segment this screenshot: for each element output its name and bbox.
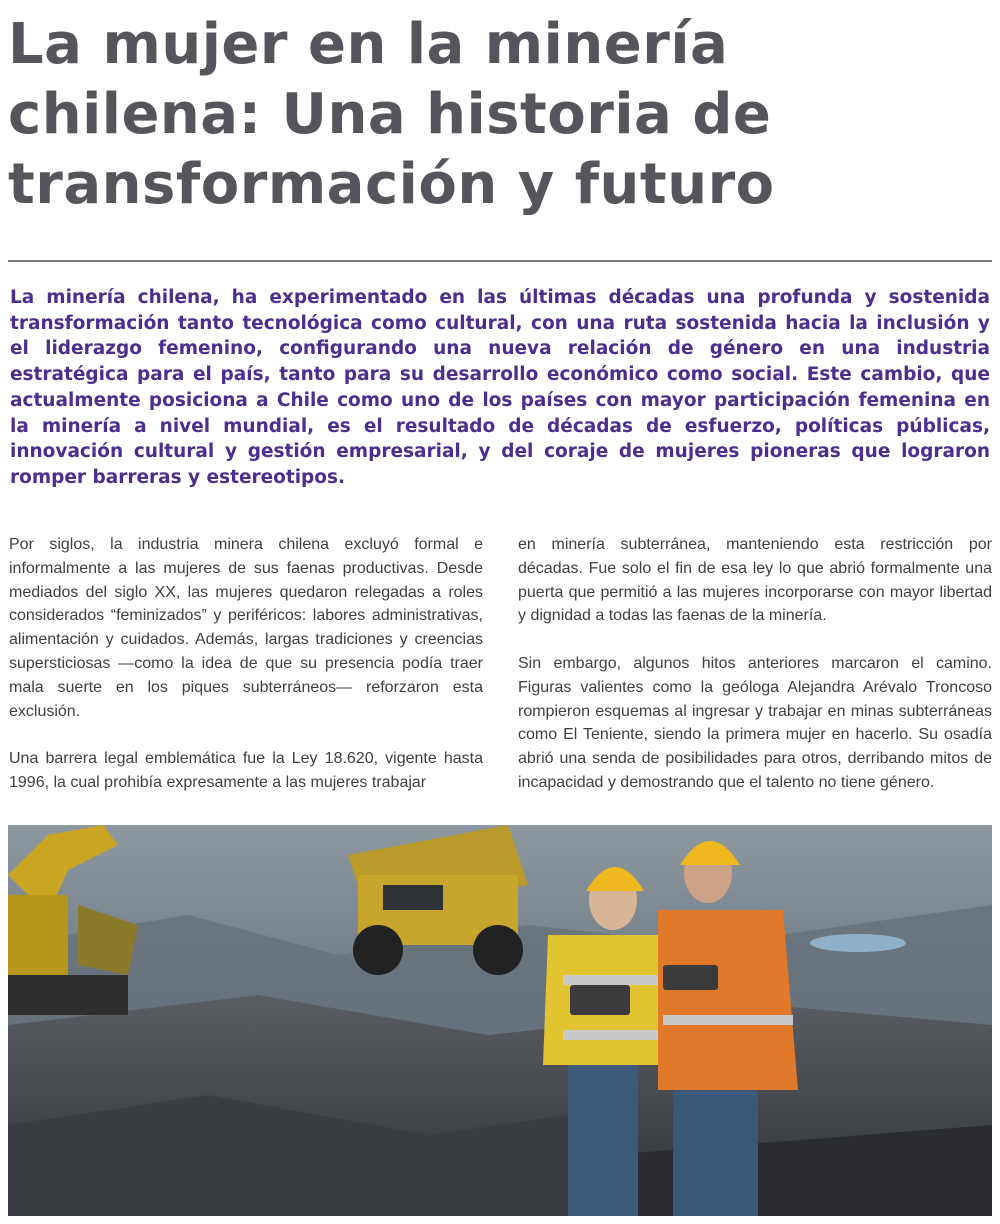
body-paragraph: Una barrera legal emblemática fue la Ley 18.620, vigente hasta 1996, la cual prohibía expresamente a las mujeres trabajar [9, 750, 483, 791]
body-paragraph: Por siglos, la industria minera chilena excluyó formal e informalmente a las mujeres de sus faenas productivas. Desde mediados del siglo XX, las mujeres quedaron relegadas a roles considerados “feminizados” y periféricos: labores administrativas, alimentación y cuidados. Además, largas tradiciones y creencias supersticiosas —como la idea de que su presencia podía traer mala suerte en los piques subterráneos— reforzaron esta exclusión. [9, 536, 483, 720]
body-column-left [9, 533, 483, 819]
title-line-3: transformación y futuro [8, 152, 775, 217]
mining-workers-photo [8, 825, 992, 1216]
body-paragraph: Sin embargo, algunos hitos anteriores marcaron el camino. Figuras valientes como la geóloga Alejandra Arévalo Troncoso rompieron esquemas al ingresar y trabajar en minas subterráneas como El Teniente, siendo la primera mujer en hacerlo. Su osadía abrió una senda de posibilidades para otros, derribando mitos de incapacidad y demostrando que el talento no tiene género. [518, 654, 992, 791]
body-column-right [518, 533, 992, 819]
article-title [8, 10, 988, 220]
title-divider [8, 260, 992, 262]
title-line-2: chilena: Una historia de [8, 82, 772, 147]
title-line-1: La mujer en la minería [8, 12, 729, 77]
body-paragraph: en minería subterránea, manteniendo esta restricción por décadas. Fue solo el fin de esa ley lo que abrió formalmente una puerta que permitió a las mujeres incorporarse con mayor libertad y dignidad a todas las faenas de la minería. [518, 536, 992, 625]
lead-paragraph: La minería chilena, ha experimentado en las últimas décadas una profunda y sostenida transformación tanto tecnológica como cultural, con una ruta sostenida hacia la inclusión y el liderazgo femenino, configurando una nueva relación de género en una industria estratégica para el país, tanto para su desarrollo económico como social. Este cambio, que actualmente posiciona a Chile como uno de los países con mayor participación femenina en la minería a nivel mundial, es el resultado de décadas de esfuerzo, políticas públicas, innovación cultural y gestión empresarial, y del coraje de mujeres pioneras que lograron romper barreras y estereotipos. [10, 287, 990, 488]
